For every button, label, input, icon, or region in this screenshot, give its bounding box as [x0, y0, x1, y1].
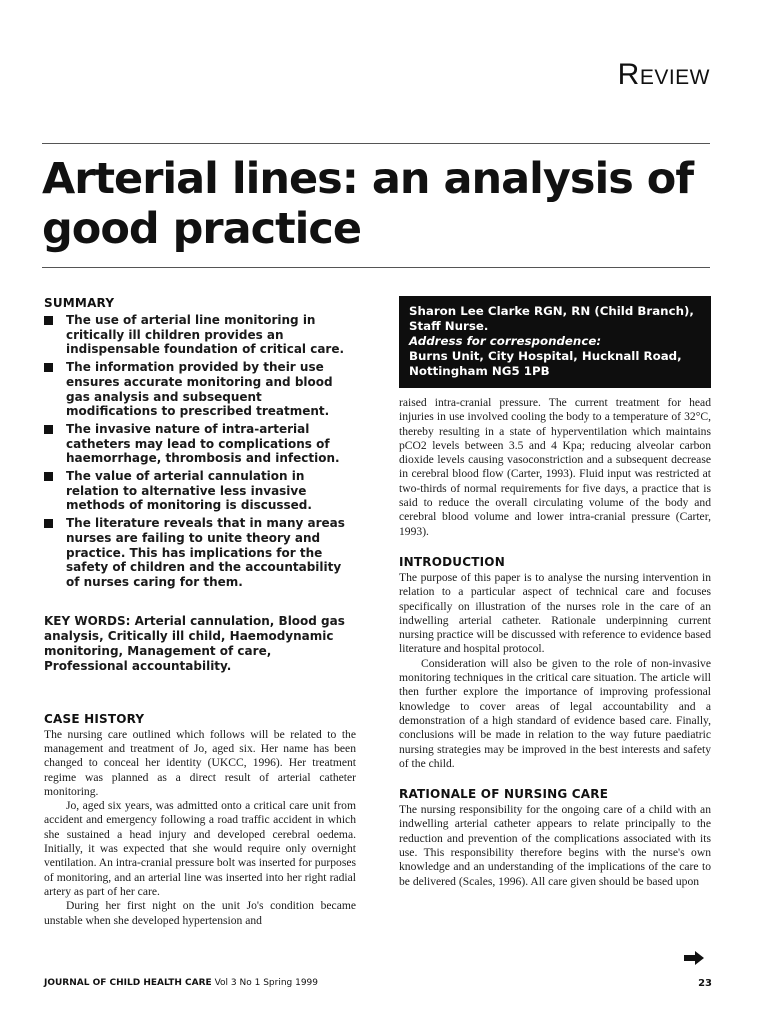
rationale-heading: RATIONALE OF NURSING CARE	[399, 787, 609, 802]
summary-heading: SUMMARY	[44, 296, 115, 310]
journal-issue: Vol 3 No 1 Spring 1999	[214, 978, 319, 988]
summary-item-text: The use of arterial line monitoring in critically ill children provides an indispensable foundation of critical care.	[66, 313, 345, 357]
correspondence-label: Address for correspondence:	[409, 334, 602, 348]
square-bullet-icon	[44, 316, 53, 325]
introduction-heading: INTRODUCTION	[399, 554, 505, 569]
summary-item-text: The information provided by their use ensures accurate monitoring and blood gas analysis and subsequent modifications to prescribed treatment.	[66, 360, 333, 419]
summary-list	[44, 313, 356, 590]
key-words: KEY WORDS: Arterial cannulation, Blood gas analysis, Critically ill child, Haemodynamic monitoring, Management of care, Professional accountability.	[44, 613, 345, 673]
page-number: 23	[698, 978, 712, 989]
page-footer	[44, 978, 712, 988]
case-history-heading: CASE HISTORY	[44, 711, 145, 726]
summary-item	[44, 516, 356, 590]
right-column	[399, 296, 711, 889]
author-box	[399, 296, 711, 388]
arrow-right-icon	[683, 951, 705, 965]
introduction-paragraph: Consideration will also be given to the role of non-invasive monitoring techniques in the critical care situation. The article will then further explore the importance of improving professional knowledge to cover areas of legal accountability and a demonstration of a high standard of evidence based care. Finally, conclusions will be made in relation to the way future paediatric nursing strategies may be improved in the best interests and safety of the child.	[399, 656, 711, 770]
summary-item	[44, 313, 356, 357]
continued-paragraph: raised intra-cranial pressure. The current treatment for head injuries in use involved cooling the body to a temperature of 32°C, thereby resulting in a state of hyperventilation which maintains pCO2 levels between 3.5 and 4 Kpa; reducing alveolar carbon dioxide levels causing vasoconstriction and a subsequent decrease in cerebral blood flow (Carter, 1993). Fluid input was restricted at two-thirds of normal requirements for five days, a practice that is said to reduce the overall circulating volume of the body and cerebral blood volume and lower intra-cranial pressure (Carter, 1993).	[399, 396, 711, 538]
left-column	[44, 296, 356, 928]
article-title: Arterial lines: an analysis of good practice	[42, 154, 694, 254]
summary-item-text: The invasive nature of intra-arterial catheters may lead to complications of haemorrhage, thrombosis and infection.	[66, 421, 340, 466]
author-name: Sharon Lee Clarke RGN, RN (Child Branch), Staff Nurse.	[409, 304, 694, 333]
square-bullet-icon	[44, 519, 53, 528]
summary-item-text: The value of arterial cannulation in relation to alternative less invasive methods of monitoring is discussed.	[66, 469, 312, 513]
case-history-paragraph: Jo, aged six years, was admitted onto a critical care unit from accident and emergency following a road traffic accident in which she sustained a head injury and developed cerebral oedema. Initially, it was expected that she would require only overnight ventilation. An intra-cranial pressure bolt was inserted for purposes of monitoring, and an arterial line was inserted into her right radial artery as part of her care.	[44, 799, 356, 898]
square-bullet-icon	[44, 472, 53, 481]
section-label: Review	[617, 58, 710, 91]
author-address: Burns Unit, City Hospital, Hucknall Road, Nottingham NG5 1PB	[409, 349, 682, 378]
introduction-paragraph: The purpose of this paper is to analyse the nursing intervention in relation to a particular aspect of technical care and focuses specifically on illustration of the nurses role in the care of an indwelling arterial catheter. Rationale underpinning current nursing practice will be discussed with reference to evidence based literature and hospital protocol.	[399, 570, 711, 656]
rationale-paragraph: The nursing responsibility for the ongoing care of a child with an indwelling arterial catheter appears to relate principally to the reduction and prevention of the complications associated with its use. This responsibility therefore begins with the nurse's own knowledge and an understanding of the implications of the care to be delivered (Scales, 1996). All care given should be based upon	[399, 803, 711, 888]
case-history-paragraph: The nursing care outlined which follows will be related to the management and treatment of Jo, aged six. Her name has been changed to conceal her identity (UKCC, 1996). Her treatment regime was planned as a direct result of arterial catheter monitoring.	[44, 727, 356, 798]
title-rule-top	[42, 143, 710, 144]
summary-item	[44, 360, 356, 419]
summary-item	[44, 422, 356, 466]
square-bullet-icon	[44, 363, 53, 372]
summary-item	[44, 469, 356, 513]
case-history-paragraph: During her first night on the unit Jo's condition became unstable when she developed hypertension and	[44, 899, 356, 927]
summary-item-text: The literature reveals that in many areas nurses are failing to unite theory and practice. This has implications for the safety of children and the accountability of nurses caring for them.	[66, 516, 345, 589]
square-bullet-icon	[44, 425, 53, 434]
title-rule-bottom	[42, 267, 710, 268]
journal-name: JOURNAL OF CHILD HEALTH CARE	[44, 978, 212, 988]
